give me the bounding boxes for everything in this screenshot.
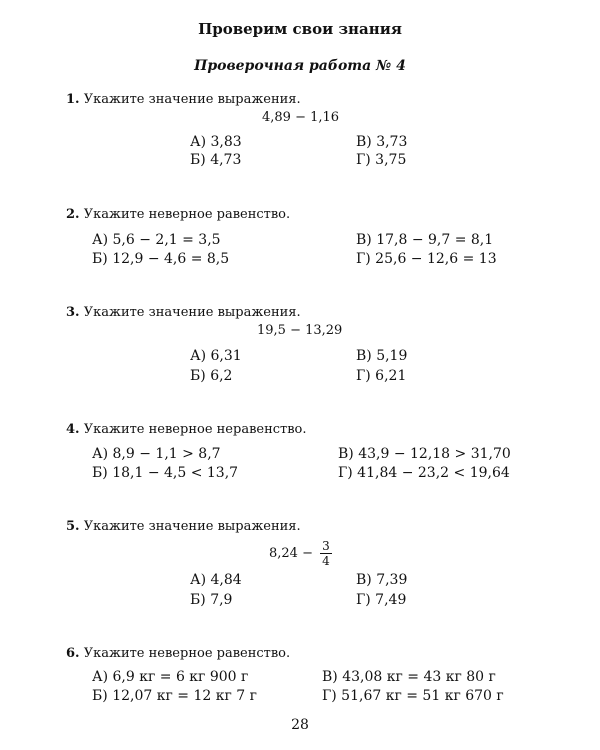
option-b: Б) 7,9 xyxy=(190,592,233,608)
option-v: В) 43,9 − 12,18 > 31,70 xyxy=(338,446,511,462)
expression xyxy=(269,539,332,568)
question-number: 3. xyxy=(66,305,80,320)
option-v: В) 43,08 кг = 43 кг 80 г xyxy=(322,669,496,685)
test-title: Проверочная работа № 4 xyxy=(194,58,406,74)
page-heading: Проверим свои знания xyxy=(198,20,402,38)
option-a: А) 8,9 − 1,1 > 8,7 xyxy=(92,446,221,462)
option-a: А) 4,84 xyxy=(190,572,242,588)
option-v: В) 5,19 xyxy=(356,348,408,364)
question-1 xyxy=(66,92,301,107)
question-prompt: Укажите неверное равенство. xyxy=(83,207,291,222)
expression: 4,89 − 1,16 xyxy=(262,110,340,125)
question-number: 2. xyxy=(66,207,80,222)
question-prompt: Укажите значение выражения. xyxy=(83,305,301,320)
question-number: 5. xyxy=(66,519,80,534)
fraction xyxy=(320,539,332,568)
option-g: Г) 51,67 кг = 51 кг 670 г xyxy=(322,688,504,704)
option-b: Б) 4,73 xyxy=(190,152,242,168)
question-prompt: Укажите значение выражения. xyxy=(83,519,301,534)
question-5 xyxy=(66,519,301,534)
question-3 xyxy=(66,305,301,320)
question-6 xyxy=(66,646,290,661)
option-a: А) 6,31 xyxy=(190,348,242,364)
option-g: Г) 25,6 − 12,6 = 13 xyxy=(356,251,497,267)
option-a: А) 6,9 кг = 6 кг 900 г xyxy=(92,669,249,685)
expression: 19,5 − 13,29 xyxy=(257,323,343,338)
question-4 xyxy=(66,422,307,437)
option-a: А) 3,83 xyxy=(190,134,242,150)
question-2 xyxy=(66,207,290,222)
question-prompt: Укажите неверное равенство. xyxy=(83,646,291,661)
option-v: В) 7,39 xyxy=(356,572,408,588)
question-number: 4. xyxy=(66,422,80,437)
question-number: 1. xyxy=(66,92,80,107)
page-number: 28 xyxy=(291,717,309,733)
fraction-numerator: 3 xyxy=(322,539,330,553)
option-b: Б) 6,2 xyxy=(190,368,233,384)
option-b: Б) 18,1 − 4,5 < 13,7 xyxy=(92,465,239,481)
option-g: Г) 3,75 xyxy=(356,152,407,168)
option-g: Г) 7,49 xyxy=(356,592,407,608)
option-b: Б) 12,07 кг = 12 кг 7 г xyxy=(92,688,257,704)
fraction-denominator: 4 xyxy=(322,554,330,568)
option-v: В) 3,73 xyxy=(356,134,408,150)
option-g: Г) 41,84 − 23,2 < 19,64 xyxy=(338,465,510,481)
question-number: 6. xyxy=(66,646,80,661)
option-g: Г) 6,21 xyxy=(356,368,407,384)
question-prompt: Укажите неверное неравенство. xyxy=(83,422,307,437)
option-v: В) 17,8 − 9,7 = 8,1 xyxy=(356,232,494,248)
question-prompt: Укажите значение выражения. xyxy=(83,92,301,107)
expression-text: 8,24 − xyxy=(269,546,313,561)
option-a: А) 5,6 − 2,1 = 3,5 xyxy=(92,232,221,248)
option-b: Б) 12,9 − 4,6 = 8,5 xyxy=(92,251,230,267)
